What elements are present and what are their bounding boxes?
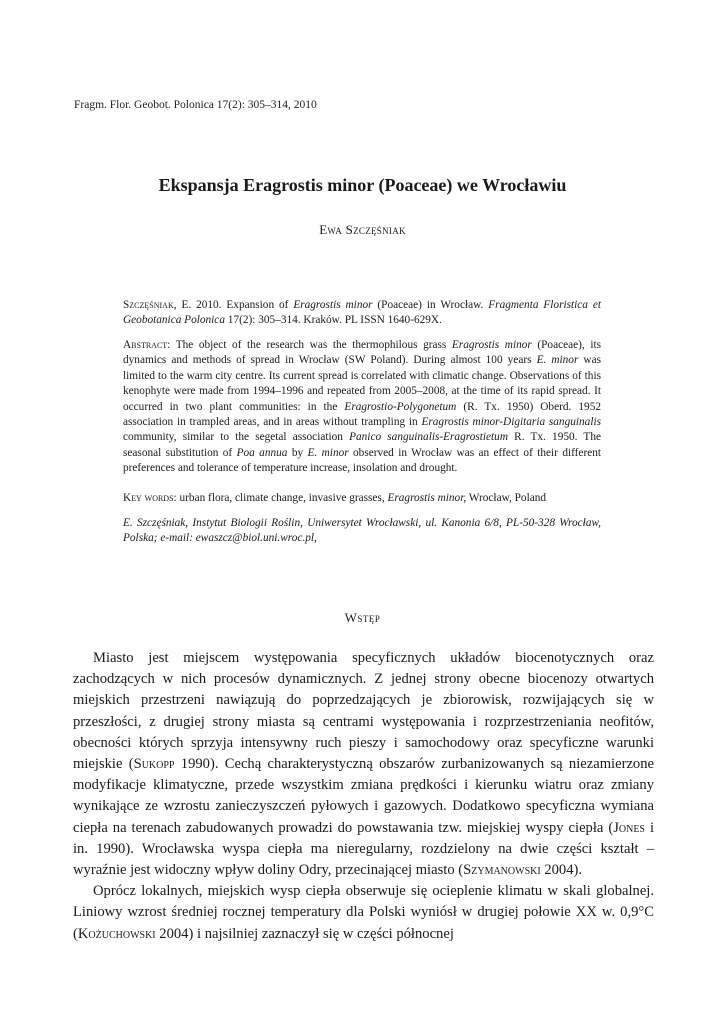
section-heading: Wstęp [344, 610, 381, 625]
citation-journal: Fragmenta Floristica et Geobotanica Polonica [123, 299, 601, 327]
abstract-text: observed in Wrocław was an effect of their different preferences and tolerance of temperature increase, insolation and drought. [123, 446, 602, 475]
body-text-run: Oprócz lokalnych, miejskich wysp ciepła obserwuje się ocieplenie klimatu w skali globalnej. Liniowy wzrost średniej rocznej temperatury dla Polski wyniósł w drugiej połowie XX w. 0,9°C ( [73, 883, 654, 942]
body-text [73, 648, 654, 945]
keywords-text: Wrocław, Poland [466, 492, 547, 504]
citation-text: 17(2): 305–314. Kraków. PL ISSN 1640-629X. [224, 314, 442, 327]
body-text-run: 1990). Cechą charakterystyczną obszarów zurbanizowanych są niezamierzone modyfikacje klimatyczne, przede wszystkim zmiana prędkości i kierunku wiatru oraz zmiany wynikające ze wzrostu zanieczyszczeń pyłowych i gazowych. Dodatkowo specyficzna wymiana ciepła na terenach zabudowanych prowadzi do powstawania tzw. miejskiej wyspy ciepła ( [73, 756, 654, 836]
citation-text: (Poaceae) in Wrocław. [372, 299, 489, 311]
cited-author: Szymanowski [463, 862, 541, 879]
abstract-text: (Poaceae), its dynamics and methods of spread in Wrocław (SW Poland). During almost 100 years [123, 339, 601, 367]
cited-author: Kożuchowski [77, 925, 156, 942]
citation-species: Eragrostis minor [293, 299, 373, 311]
keywords-italic: Eragrostis minor, [387, 492, 467, 504]
paper-title: Ekspansja Eragrostis minor (Poaceae) we Wrocławiu [158, 175, 567, 195]
abstract-text: community, similar to the segetal association [123, 431, 350, 444]
keywords-text: : urban flora, climate change, invasive grasses, [173, 492, 388, 504]
body-text-run: Miasto jest miejscem występowania specyficznych układów biocenotycznych oraz zachodzących w nich procesów dynamicznych. Z jednej strony obecne biocenozy otwartych miejskich przestrzeni nawiązują do poprzedzających je zbiorowisk, rozwijających się w przeszłości, z drugiej strony miasta są centrami występowania i rozprzestrzeniania neofitów, obecności których sprzyja intensywny ruch pieszy i samochodowy oraz specyficzne warunki miejskie ( [73, 650, 654, 773]
abstract-text: was limited to the warm city centre. Its current spread is correlated with climatic change. Observations of this kenophyte were made from 1994–1996 and repeated from 2005–2008, at the time of its rapid spread. It occurred in two plant communities: in the [123, 354, 601, 413]
citation-text: , E. 2010. Expansion of [173, 299, 294, 311]
cited-author: Sukopp [133, 756, 175, 773]
body-text-run: i in. 1990). Wrocławska wyspa ciepła ma nieregularny, rozdzielony na dwie części kształt – wyraźnie jest widoczny wpływ doliny Odry, przecinającej miasto ( [73, 819, 655, 879]
abstract-text: (R. Tx. 1950) Oberd. 1952 association in trampled areas, and in areas without trampling in [123, 400, 601, 429]
abstract-text: by [287, 446, 308, 459]
abstract-italic: Panico sanguinalis-Eragrostietum [349, 431, 508, 444]
keywords [123, 491, 601, 506]
abstract-italic: Poa annua [236, 446, 288, 459]
author-address [123, 516, 601, 547]
abstract-italic: Eragrostis minor [451, 339, 532, 351]
address-text: E. Szczęśniak, Instytut Biologii Roślin, Uniwersytet Wrocławski, ul. Kanonia 6/8, PL-50-328 Wrocław, Polska; e-mail: ewaszcz@biol.uni.wroc.pl, [123, 517, 601, 545]
running-head: Fragm. Flor. Geobot. Polonica 17(2): 305–314, 2010 [74, 99, 317, 111]
cited-author: Jones [613, 819, 645, 836]
keywords-label: Key words [123, 492, 174, 504]
abstract-italic: E. minor [536, 354, 579, 367]
author-name: Ewa Szczęśniak [319, 222, 406, 237]
citation [123, 298, 601, 329]
abstract-italic: Eragrostio-Polygonetum [344, 400, 457, 413]
abstract-italic: Eragrostis minor-Digitaria sanguinalis [421, 416, 601, 429]
abstract-text: R. Tx. 1950. The seasonal substitution of [123, 431, 601, 459]
body-text-run: 2004). [540, 862, 583, 879]
body-text-run: 2004) i najsilniej zaznaczył się w części północnej [155, 925, 454, 942]
paragraph [73, 881, 654, 945]
abstract-text: : The object of the research was the thermophilous grass [167, 339, 452, 351]
abstract-label: Abstract [123, 339, 168, 351]
abstract-italic: E. minor [307, 446, 349, 459]
citation-author: Szczęśniak [123, 299, 174, 311]
abstract [123, 338, 601, 477]
paragraph [73, 648, 654, 881]
